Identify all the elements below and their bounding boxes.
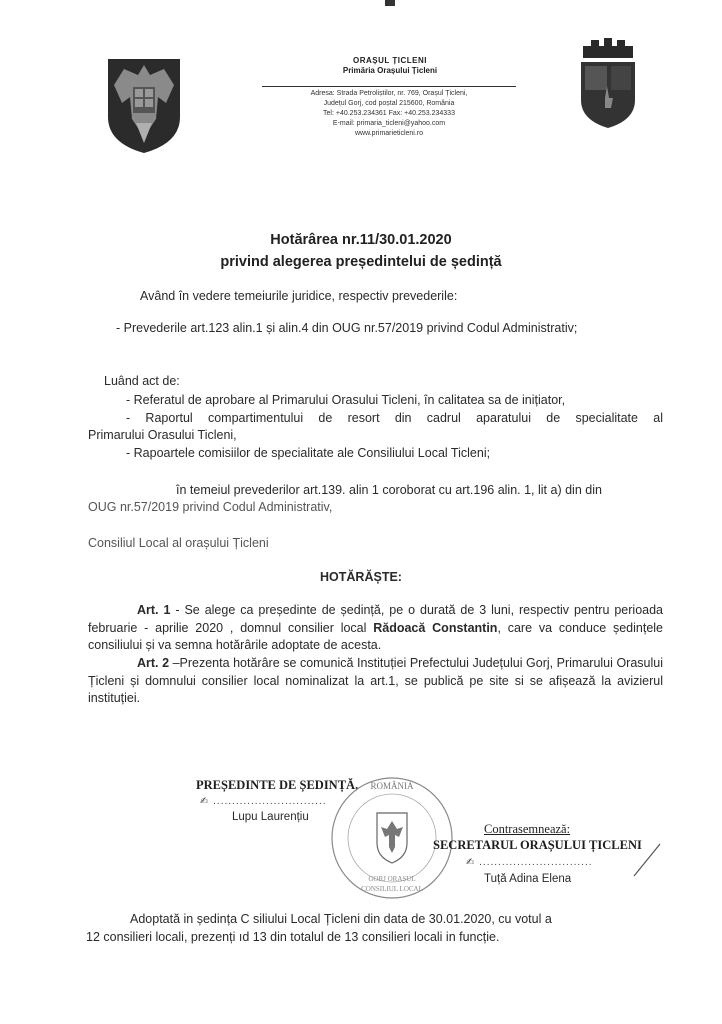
scan-artifact bbox=[385, 0, 395, 6]
decision-subtitle: privind alegerea președintelui de ședință bbox=[220, 254, 502, 270]
stamp-top-text: ROMÂNIA bbox=[370, 781, 414, 791]
secretary-title: SECRETARUL ORAȘULUI ȚICLENI bbox=[433, 838, 642, 852]
intro-text: Având în vedere temeiurile juridice, respectiv prevederile: bbox=[140, 289, 458, 303]
noting-label: Luând act de: bbox=[104, 374, 180, 388]
noting-item-cont: Primarului Orasului Ticleni, bbox=[88, 428, 237, 442]
mayor-office: Primăria Orașului Țicleni bbox=[342, 66, 438, 75]
article-1-text: - Se alege ca președinte de ședință, pe o durată de 3 luni, respectiv pentru perioada februarie - aprilie 2020 , domnul consilier local bbox=[88, 603, 663, 635]
pursuant-line: OUG nr.57/2019 privind Codul Administrativ, bbox=[88, 500, 333, 514]
website-line: www.primarieticleni.ro bbox=[354, 130, 424, 137]
president-name: Lupu Laurențiu bbox=[232, 811, 309, 823]
adoption-note-line: 12 consilieri locali, prezenți ıd 13 din totalul de 13 consilieri locali in funcție. bbox=[86, 930, 500, 944]
article-1-label: Art. 1 bbox=[137, 603, 171, 617]
council-name: Consiliul Local al orașului Țicleni bbox=[88, 536, 269, 550]
signature-stroke-icon bbox=[632, 842, 662, 878]
article-2-text: –Prezenta hotărâre se comunică Instituției Prefectului Județului Gorj, Primarului Orasului Țicleni și domnului consilier local nominalizat la art.1, se publică pe site si se afișează la avizierul instituției. bbox=[88, 656, 663, 705]
svg-text:GORJ ORAȘUL: GORJ ORAȘUL bbox=[368, 875, 416, 883]
phone-fax-line: Tel: +40.253.234361 Fax: +40.253.234333 bbox=[323, 110, 455, 117]
article-1-text: , care va conduce ședințele consiliului și va semna hotărârile adoptate de acesta. bbox=[88, 620, 663, 652]
header-divider bbox=[262, 86, 516, 87]
article-1 bbox=[88, 602, 663, 655]
noting-item: - Rapoartele comisiilor de specialitate ale Consiliului Local Ticleni; bbox=[126, 446, 491, 460]
decision-title-block bbox=[0, 229, 722, 273]
article-2-label: Art. 2 bbox=[137, 656, 170, 670]
romania-coat-of-arms-icon bbox=[106, 57, 182, 155]
noting-item: - Referatul de aprobare al Primarului Orasului Ticleni, în calitatea sa de inițiator, bbox=[126, 393, 566, 407]
adoption-note-line: Adoptată in ședința C siliului Local Țicleni din data de 30.01.2020, cu votul a bbox=[130, 912, 552, 926]
town-name: ORAȘUL ȚICLENI bbox=[353, 56, 427, 65]
decision-title: Hotărârea nr.11/30.01.2020 bbox=[270, 232, 452, 248]
noting-item: - Raportul compartimentului de resort din cadrul aparatului de specialitate al bbox=[126, 411, 663, 425]
countersign-label: Contrasemnează: bbox=[484, 822, 571, 836]
svg-text:CONSILIUL LOCAL: CONSILIUL LOCAL bbox=[361, 885, 423, 893]
president-signature-line: ✍ .............................. bbox=[200, 796, 327, 807]
elected-councillor-name: Rădoacă Constantin bbox=[373, 620, 498, 635]
article-2 bbox=[88, 655, 663, 708]
address-line: Județul Gorj, cod poștal 215600, România bbox=[323, 100, 455, 107]
email-line: E-mail: primaria_ticleni@yahoo.com bbox=[332, 120, 446, 127]
secretary-signature-line: ✍ .............................. bbox=[466, 857, 593, 868]
decides-heading: HOTĂRĂȘTE: bbox=[320, 570, 402, 584]
president-title: PREȘEDINTE DE ȘEDINȚĂ, bbox=[196, 778, 359, 792]
letterhead bbox=[270, 56, 510, 75]
legal-basis: - Prevederile art.123 alin.1 și alin.4 din OUG nr.57/2019 privind Codul Administrativ; bbox=[116, 321, 578, 335]
secretary-name: Tuță Adina Elena bbox=[484, 873, 572, 885]
address-line: Adresa: Strada Petroliștilor, nr. 769, Orașul Țicleni, bbox=[310, 90, 468, 97]
pursuant-line: în temeiul prevederilor art.139. alin 1 coroborat cu art.196 alin. 1, lit a) din din bbox=[176, 483, 602, 497]
contact-block bbox=[262, 89, 516, 139]
ticleni-coat-of-arms-icon bbox=[577, 36, 639, 130]
